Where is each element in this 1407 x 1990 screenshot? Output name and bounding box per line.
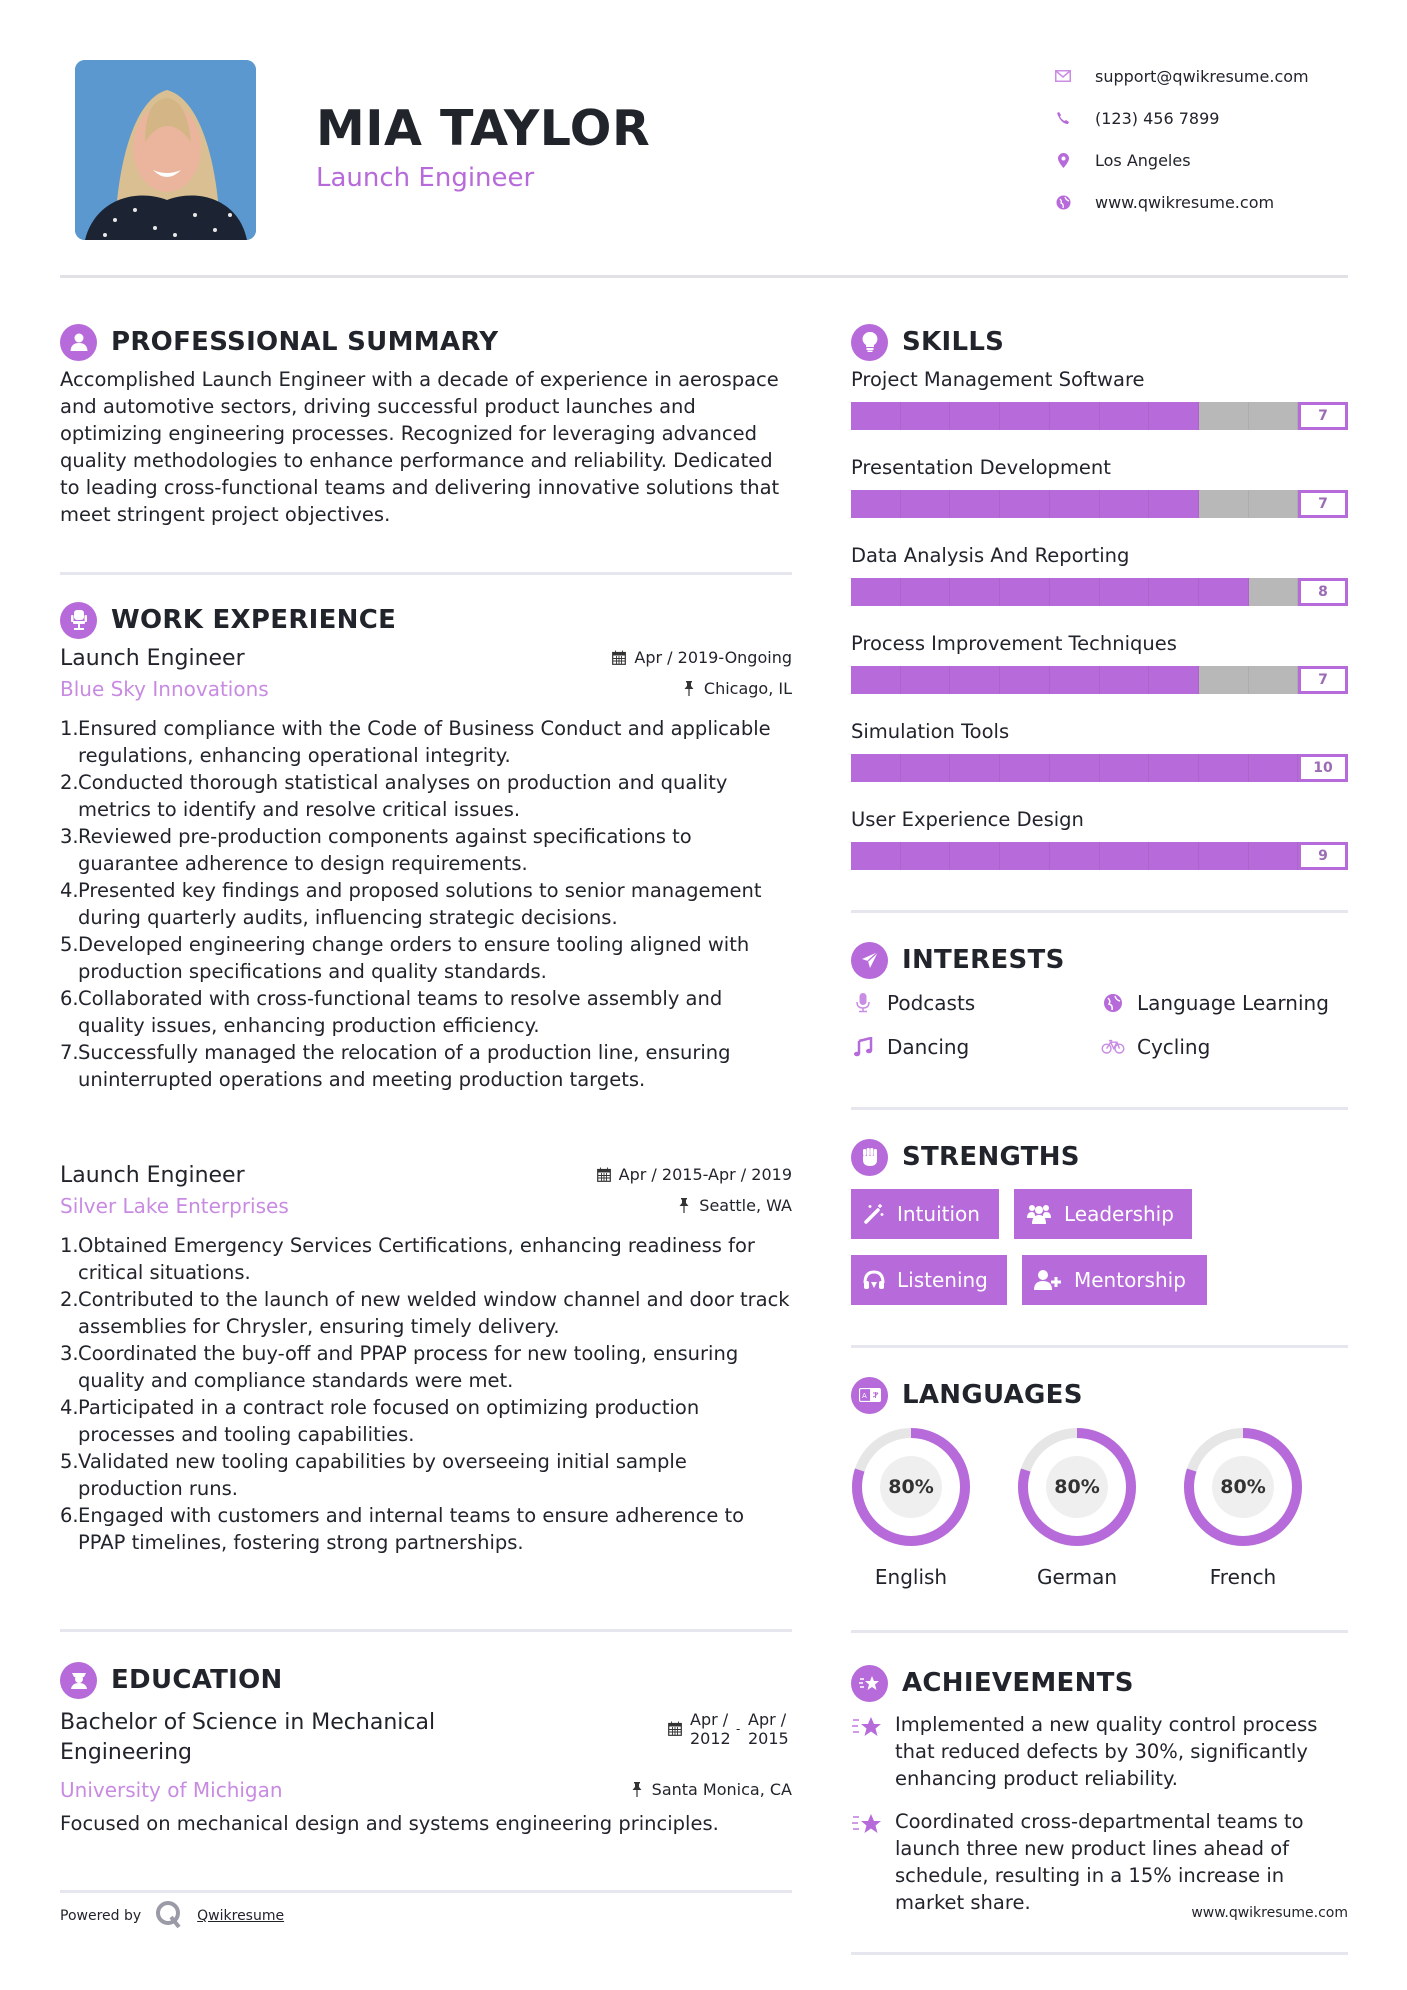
achievement-item xyxy=(851,1808,1348,1916)
job-bullets xyxy=(60,1232,792,1556)
contact-location-text: Los Angeles xyxy=(1095,150,1191,170)
bullet-item: 2. Contributed to the launch of new welded window channel and door track assemblies for Chrysler, ensuring timely delivery. xyxy=(60,1286,792,1340)
skill-level-bar xyxy=(851,402,1348,430)
headphones-icon xyxy=(863,1270,885,1290)
language-name: German xyxy=(1036,1565,1118,1589)
skill-name: User Experience Design xyxy=(851,808,1084,831)
strengths-chips xyxy=(851,1189,1348,1305)
shooting-star-icon xyxy=(851,1711,895,1792)
skill-bar-segment xyxy=(950,666,1000,694)
skill-level-bar xyxy=(851,842,1348,870)
job-location xyxy=(676,1196,792,1215)
skill-bar-segment xyxy=(1249,578,1299,606)
job-company: Blue Sky Innovations xyxy=(60,677,269,701)
achievements-section xyxy=(851,1663,1348,1932)
strength-chip xyxy=(1022,1255,1207,1305)
profile-photo-image xyxy=(75,60,256,240)
skill-bar-segment xyxy=(950,754,1000,782)
strength-label: Listening xyxy=(897,1268,988,1292)
skill-bar-segment xyxy=(901,402,951,430)
skill-bar-segment xyxy=(1249,842,1299,870)
achievement-text: Implemented a new quality control process that reduced defects by 30%, significantly enhancing product reliability. xyxy=(895,1713,1318,1790)
bullet-text: Participated in a contract role focused on optimizing production processes and tooling capabilities. xyxy=(78,1396,700,1446)
job-bullets xyxy=(60,715,792,1093)
achievement-text: Coordinated cross-departmental teams to launch three new product lines ahead of schedule, resulting in a 15% increase in market share. xyxy=(895,1810,1304,1914)
languages-section xyxy=(851,1375,1348,1589)
language-item xyxy=(1183,1427,1303,1589)
job-location-text: Seattle, WA xyxy=(699,1196,792,1215)
skill-bar-segment xyxy=(851,578,901,606)
language-item xyxy=(851,1427,971,1589)
bullet-text: Ensured compliance with the Code of Business Conduct and applicable regulations, enhancing operational integrity. xyxy=(78,717,771,767)
fist-icon xyxy=(851,1139,888,1176)
skill-bar-segment xyxy=(950,402,1000,430)
language-percent: 80% xyxy=(1054,1476,1100,1498)
skill-bar-segment xyxy=(950,490,1000,518)
interests-section xyxy=(851,940,1348,1062)
lightbulb-icon xyxy=(851,324,888,361)
graduate-icon xyxy=(60,1662,97,1699)
skill-bar-segment xyxy=(1050,842,1100,870)
language-progress-ring xyxy=(1183,1427,1303,1547)
globe-icon xyxy=(1101,993,1125,1013)
bullet-text: Collaborated with cross-functional teams to resolve assembly and quality issues, enhancing production efficiency. xyxy=(78,987,723,1037)
contact-phone[interactable] xyxy=(1052,97,1352,139)
skill-bar-segment xyxy=(1000,402,1050,430)
summary-title: PROFESSIONAL SUMMARY xyxy=(111,327,499,357)
music-note-icon xyxy=(851,1037,875,1057)
section-divider xyxy=(851,910,1348,913)
skill-bar-segment xyxy=(1199,666,1249,694)
skill-level-bar xyxy=(851,578,1348,606)
bullet-text: Developed engineering change orders to ensure tooling aligned with production specifications and quality standards. xyxy=(78,933,750,983)
interest-label: Podcasts xyxy=(887,991,976,1015)
languages-heading xyxy=(851,1375,1348,1415)
bullet-item: 7. Successfully managed the relocation of a production line, ensuring uninterrupted operations and meeting production targets. xyxy=(60,1039,792,1093)
skill-bar-segment xyxy=(1050,666,1100,694)
mail-icon xyxy=(1052,65,1074,87)
pushpin-icon xyxy=(676,1198,692,1214)
job-head xyxy=(60,646,792,671)
education-start: Apr / 2012 xyxy=(690,1710,731,1748)
skill-bar-segment xyxy=(1000,578,1050,606)
bullet-text: Validated new tooling capabilities by overseeing initial sample production runs. xyxy=(78,1450,687,1500)
language-percent: 80% xyxy=(888,1476,934,1498)
section-divider xyxy=(60,1629,792,1632)
bullet-item: 5. Validated new tooling capabilities by overseeing initial sample production runs. xyxy=(60,1448,792,1502)
education-end: Apr / 2015 xyxy=(748,1710,789,1748)
skill-bar-segment xyxy=(1100,666,1150,694)
skill-name: Process Improvement Techniques xyxy=(851,632,1177,655)
interests-heading xyxy=(851,940,1348,980)
strength-label: Intuition xyxy=(897,1202,980,1226)
skills-title: SKILLS xyxy=(902,327,1005,357)
skill-bar-segment xyxy=(851,842,901,870)
summary-text: Accomplished Launch Engineer with a decade of experience in aerospace and automotive sectors, driving successful product launches and optimizing engineering processes. Recognized for leveraging advanced quality methodologies to enhance performance and reliability. Dedicated to leading cross-functional teams and delivering innovative solutions that meet stringent project objectives. xyxy=(60,368,780,526)
education-head xyxy=(60,1708,792,1768)
skill-level-badge: 7 xyxy=(1298,402,1348,430)
education-section xyxy=(60,1660,792,1837)
interest-label: Language Learning xyxy=(1137,991,1329,1015)
skill-name: Simulation Tools xyxy=(851,720,1010,743)
section-divider xyxy=(851,1345,1348,1348)
achievements-list xyxy=(851,1711,1348,1916)
bullet-item: 1. Ensured compliance with the Code of Business Conduct and applicable regulations, enhancing operational integrity. xyxy=(60,715,792,769)
skill-level-bar xyxy=(851,666,1348,694)
skill-item xyxy=(851,540,1348,606)
languages-title: LANGUAGES xyxy=(902,1380,1083,1410)
summary-heading xyxy=(60,322,792,362)
job-dates-text: Apr / 2019-Ongoing xyxy=(634,648,792,667)
skill-bar-segment xyxy=(1249,490,1299,518)
education-heading xyxy=(60,1660,792,1700)
job-dates-text: Apr / 2015-Apr / 2019 xyxy=(618,1165,792,1184)
section-divider xyxy=(851,1630,1348,1633)
job-entry xyxy=(60,1163,792,1556)
bullet-item: 4. Presented key findings and proposed solutions to senior management during quarterly audits, influencing strategic decisions. xyxy=(60,877,792,931)
bullet-item: 3. Coordinated the buy-off and PPAP process for new tooling, ensuring quality and compliance standards were met. xyxy=(60,1340,792,1394)
skill-bar-segment xyxy=(901,490,951,518)
skill-bar-segment xyxy=(901,754,951,782)
language-name: English xyxy=(874,1565,948,1589)
education-degree: Bachelor of Science in Mechanical Engineering xyxy=(60,1710,436,1765)
skills-section xyxy=(851,322,1348,892)
svg-text:A: A xyxy=(861,1392,867,1400)
skill-bar-segment xyxy=(1050,490,1100,518)
strengths-section xyxy=(851,1137,1348,1305)
skill-bar-segment xyxy=(1000,842,1050,870)
language-percent: 80% xyxy=(1220,1476,1266,1498)
interest-item xyxy=(851,1032,1101,1062)
user-plus-icon xyxy=(1034,1269,1062,1291)
job-location-text: Chicago, IL xyxy=(703,679,792,698)
skill-bar-segment xyxy=(1149,578,1199,606)
skill-bar-segment xyxy=(1199,754,1249,782)
skill-item xyxy=(851,716,1348,782)
bullet-text: Obtained Emergency Services Certifications, enhancing readiness for critical situations. xyxy=(78,1234,755,1284)
pushpin-icon xyxy=(681,681,697,697)
globe-icon xyxy=(1052,191,1074,213)
skill-name: Presentation Development xyxy=(851,456,1111,479)
bullet-item: 3. Reviewed pre-production components against specifications to guarantee adherence to design requirements. xyxy=(60,823,792,877)
skill-level-badge: 8 xyxy=(1298,578,1348,606)
skill-bar-segment xyxy=(1249,666,1299,694)
education-dates xyxy=(667,1710,792,1768)
language-progress-ring xyxy=(851,1427,971,1547)
strength-label: Mentorship xyxy=(1074,1268,1186,1292)
bullet-text: Presented key findings and proposed solutions to senior management during quarterly audits, influencing strategic decisions. xyxy=(78,879,762,929)
calendar-icon xyxy=(667,1720,683,1736)
map-pin-icon xyxy=(1052,149,1074,171)
header-divider xyxy=(60,275,1348,278)
skill-level-badge: 7 xyxy=(1298,666,1348,694)
education-description: Focused on mechanical design and systems engineering principles. xyxy=(60,1812,719,1835)
candidate-title: Launch Engineer xyxy=(316,163,535,193)
job-entry xyxy=(60,646,792,1093)
interest-item xyxy=(1101,1032,1348,1062)
powered-by-label: Powered by xyxy=(60,1908,142,1924)
education-school: University of Michigan xyxy=(60,1778,283,1802)
experience-section xyxy=(60,600,792,1093)
contact-email-text: support@qwikresume.com xyxy=(1095,66,1309,86)
bullet-text: Reviewed pre-production components against specifications to guarantee adherence to design requirements. xyxy=(78,825,692,875)
skill-bar-segment xyxy=(851,666,901,694)
skill-bar-segment xyxy=(1199,490,1249,518)
phone-icon xyxy=(1052,107,1074,129)
skill-bar-segment xyxy=(1100,578,1150,606)
skill-item xyxy=(851,804,1348,870)
skill-bar-segment xyxy=(1249,402,1299,430)
skill-bar-segment xyxy=(1050,402,1100,430)
magic-wand-icon xyxy=(863,1203,885,1225)
bicycle-icon xyxy=(1101,1038,1125,1056)
experience-heading xyxy=(60,600,792,640)
bullet-text: Coordinated the buy-off and PPAP process for new tooling, ensuring quality and compliance standards were met. xyxy=(78,1342,739,1392)
skills-heading xyxy=(851,322,1348,362)
job-head xyxy=(60,1163,792,1188)
skill-level-badge: 10 xyxy=(1298,754,1348,782)
section-divider xyxy=(851,1107,1348,1110)
education-date-separator: - xyxy=(736,1722,741,1736)
bullet-item: 1. Obtained Emergency Services Certifications, enhancing readiness for critical situations. xyxy=(60,1232,792,1286)
job-role: Launch Engineer xyxy=(60,646,245,671)
skill-level-bar xyxy=(851,490,1348,518)
contact-email[interactable] xyxy=(1052,55,1352,97)
skill-bar-segment xyxy=(1149,402,1199,430)
profile-photo xyxy=(75,60,256,240)
strength-chip xyxy=(851,1189,999,1239)
office-chair-icon xyxy=(60,602,97,639)
skill-level-badge: 9 xyxy=(1298,842,1348,870)
job-location xyxy=(681,679,792,698)
skill-bar-segment xyxy=(1100,842,1150,870)
skill-bar-segment xyxy=(1199,402,1249,430)
interest-item xyxy=(1101,988,1348,1018)
skill-bar-segment xyxy=(901,578,951,606)
skill-level-bar xyxy=(851,754,1348,782)
skills-list xyxy=(851,364,1348,870)
job-dates xyxy=(611,648,792,667)
skill-bar-segment xyxy=(1199,578,1249,606)
skill-bar-segment xyxy=(1100,754,1150,782)
job-subhead xyxy=(60,1194,792,1218)
shooting-star-icon xyxy=(851,1665,888,1702)
job-role: Launch Engineer xyxy=(60,1163,245,1188)
bullet-text: Successfully managed the relocation of a production line, ensuring uninterrupted operations and meeting production targets. xyxy=(78,1041,731,1091)
strength-chip xyxy=(851,1255,1007,1305)
strength-label: Leadership xyxy=(1064,1202,1174,1226)
strengths-heading xyxy=(851,1137,1348,1177)
bullet-item: 2. Conducted thorough statistical analyses on production and quality metrics to identify and resolve critical issues. xyxy=(60,769,792,823)
skill-bar-segment xyxy=(851,490,901,518)
bullet-item: 6. Collaborated with cross-functional teams to resolve assembly and quality issues, enhancing production efficiency. xyxy=(60,985,792,1039)
skill-bar-segment xyxy=(1149,666,1199,694)
skill-item xyxy=(851,364,1348,430)
achievements-heading xyxy=(851,1663,1348,1703)
skill-bar-segment xyxy=(1199,842,1249,870)
language-item xyxy=(1017,1427,1137,1589)
language-progress-ring xyxy=(1017,1427,1137,1547)
candidate-name: MIA TAYLOR xyxy=(316,100,651,157)
skill-bar-segment xyxy=(950,578,1000,606)
contact-info xyxy=(1052,55,1352,223)
skill-bar-segment xyxy=(901,842,951,870)
skill-bar-segment xyxy=(1100,402,1150,430)
skill-name: Project Management Software xyxy=(851,368,1145,391)
languages-list xyxy=(851,1427,1348,1589)
education-title: EDUCATION xyxy=(111,1665,283,1695)
achievement-item xyxy=(851,1711,1348,1792)
interest-label: Cycling xyxy=(1137,1035,1211,1059)
strengths-title: STRENGTHS xyxy=(902,1142,1080,1172)
skill-bar-segment xyxy=(1000,490,1050,518)
skill-bar-segment xyxy=(1000,754,1050,782)
bullet-text: Conducted thorough statistical analyses on production and quality metrics to identify and resolve critical issues. xyxy=(78,771,728,821)
experience-title: WORK EXPERIENCE xyxy=(111,605,397,635)
bullet-text: Contributed to the launch of new welded window channel and door track assemblies for Chrysler, ensuring timely delivery. xyxy=(78,1288,790,1338)
contact-website-text: www.qwikresume.com xyxy=(1095,192,1275,212)
bullet-text: Engaged with customers and internal teams to ensure adherence to PPAP timelines, fostering strong partnerships. xyxy=(78,1504,745,1554)
summary-section xyxy=(60,322,792,528)
users-icon xyxy=(1026,1203,1052,1225)
bullet-item: 6. Engaged with customers and internal teams to ensure adherence to PPAP timelines, fostering strong partnerships. xyxy=(60,1502,792,1556)
interest-item xyxy=(851,988,1101,1018)
skill-bar-segment xyxy=(1050,754,1100,782)
job-subhead xyxy=(60,677,792,701)
skill-bar-segment xyxy=(1249,754,1299,782)
contact-location xyxy=(1052,139,1352,181)
language-name: French xyxy=(1209,1565,1277,1589)
interest-label: Dancing xyxy=(887,1035,970,1059)
skill-bar-segment xyxy=(1149,754,1199,782)
contact-website[interactable] xyxy=(1052,181,1352,223)
paper-plane-icon xyxy=(851,942,888,979)
section-divider xyxy=(851,1952,1348,1955)
microphone-icon xyxy=(851,993,875,1013)
section-divider xyxy=(60,1890,792,1893)
qwikresume-logo-icon xyxy=(155,1899,183,1933)
skill-bar-segment xyxy=(851,402,901,430)
pushpin-icon xyxy=(629,1782,645,1798)
qwikresume-link[interactable]: Qwikresume xyxy=(197,1908,285,1924)
bullet-item: 5. Developed engineering change orders to ensure tooling aligned with production specifications and quality standards. xyxy=(60,931,792,985)
skill-bar-segment xyxy=(1149,490,1199,518)
job-dates xyxy=(596,1165,792,1184)
calendar-icon xyxy=(611,650,627,666)
education-location-text: Santa Monica, CA xyxy=(651,1780,792,1799)
interests-title: INTERESTS xyxy=(902,945,1065,975)
achievements-title: ACHIEVEMENTS xyxy=(902,1668,1134,1698)
translate-icon xyxy=(851,1377,888,1414)
bullet-item: 4. Participated in a contract role focused on optimizing production processes and tooling capabilities. xyxy=(60,1394,792,1448)
footer-website[interactable]: www.qwikresume.com xyxy=(1191,1905,1348,1921)
section-divider xyxy=(60,572,792,575)
shooting-star-icon xyxy=(851,1808,895,1916)
user-icon xyxy=(60,324,97,361)
skill-bar-segment xyxy=(1050,578,1100,606)
skill-level-badge: 7 xyxy=(1298,490,1348,518)
powered-by xyxy=(60,1899,284,1933)
skill-item xyxy=(851,628,1348,694)
skill-name: Data Analysis And Reporting xyxy=(851,544,1130,567)
strength-chip xyxy=(1014,1189,1192,1239)
contact-phone-text: (123) 456 7899 xyxy=(1095,108,1220,128)
job-company: Silver Lake Enterprises xyxy=(60,1194,289,1218)
calendar-icon xyxy=(596,1167,612,1183)
skill-bar-segment xyxy=(1100,490,1150,518)
education-location xyxy=(629,1780,792,1799)
skill-bar-segment xyxy=(901,666,951,694)
education-subhead xyxy=(60,1778,792,1802)
skill-bar-segment xyxy=(1149,842,1199,870)
skill-bar-segment xyxy=(950,842,1000,870)
skill-bar-segment xyxy=(851,754,901,782)
interests-grid xyxy=(851,988,1348,1062)
skill-item xyxy=(851,452,1348,518)
skill-bar-segment xyxy=(1000,666,1050,694)
